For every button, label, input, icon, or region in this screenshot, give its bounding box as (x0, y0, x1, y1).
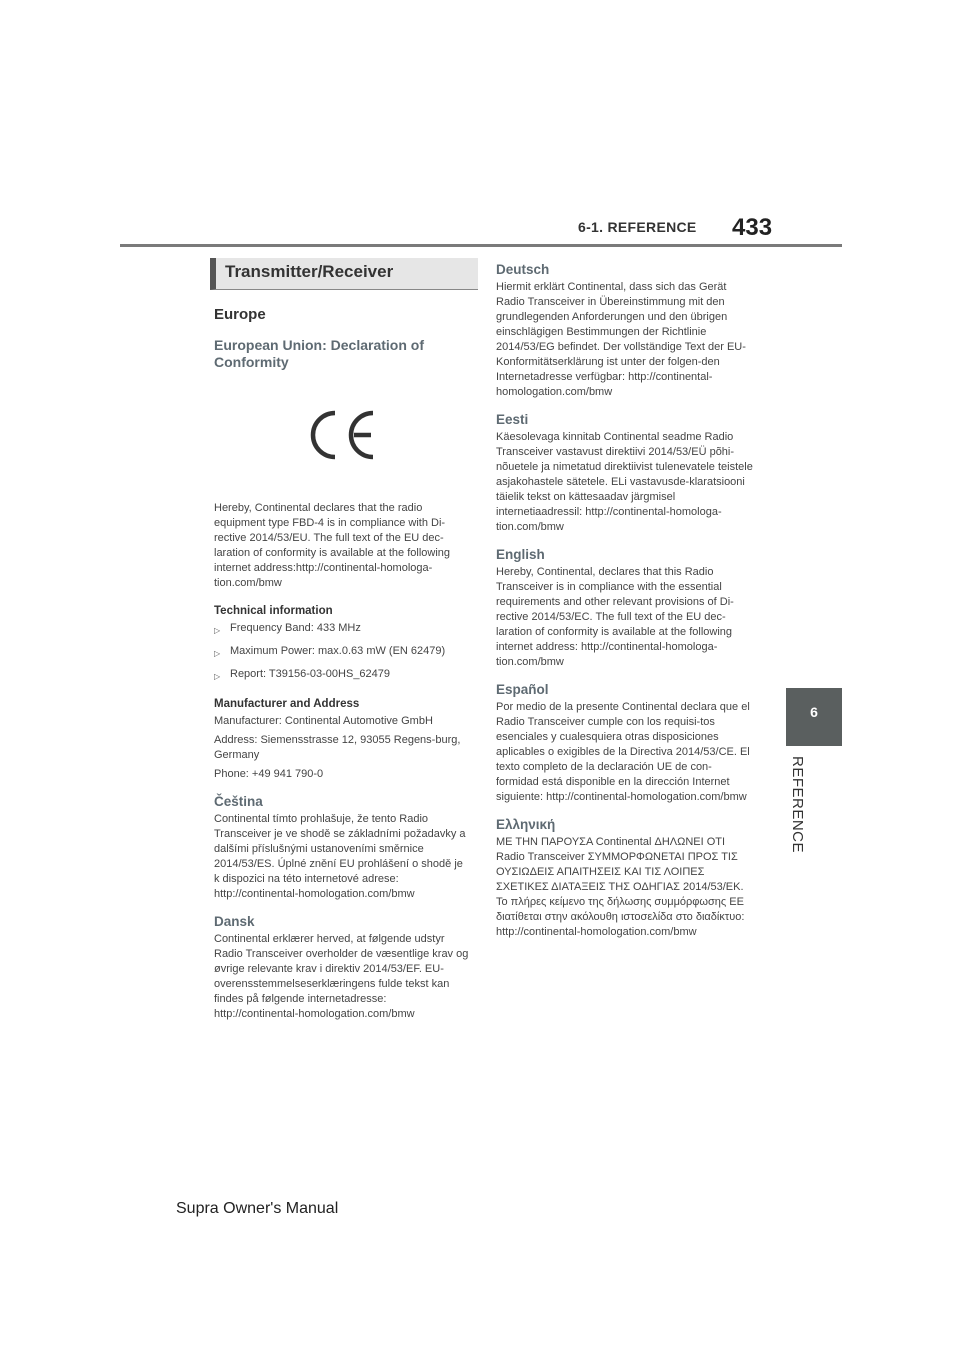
address-line: Address: Siemensstrasse 12, 93055 Regens-burg, Germany (214, 734, 461, 761)
language-text-da: Continental erklærer herved, at følgende udstyr Radio Transceiver overholder de væsentlige krav og øvrige relevante krav i direktiv 2014/53/EF. EU-overensstemmelseserklæringens fulde tekst kan findes på følgende internetadresse: http://continental-homologation.com/bmw (214, 933, 469, 1020)
chapter-tab-label: REFERENCE (789, 756, 806, 854)
triangle-bullet-icon: ▷ (214, 626, 221, 635)
section-title: Transmitter/Receiver (225, 262, 394, 281)
language-heading-et: Eesti (496, 412, 529, 427)
technical-info-list (214, 621, 470, 684)
technical-info-heading: Technical information (214, 605, 333, 617)
list-item: ▷ Frequency Band: 433 MHz (214, 621, 470, 638)
header-section-label: 6-1. REFERENCE (578, 219, 697, 235)
language-heading-cs: Čeština (214, 794, 263, 809)
chapter-tab[interactable] (786, 688, 842, 746)
page-number: 433 (732, 214, 773, 241)
language-heading-de: Deutsch (496, 262, 550, 277)
language-text-et: Käesolevaga kinnitab Continental seadme Radio Transceiver vastavust direktiivi 2014/53/EÜ põhi-nõuetele ja nimetatud direktiivist tulenevatele teistele asjakohastele sätetele. ELi vastavusde-klaratsiooni täielik tekst on kättesaadav järgmisel internetiaadressil: http://continental-homologa-tion.com/bmw (496, 431, 753, 533)
phone-line: Phone: +49 941 790-0 (214, 768, 324, 780)
language-text-es: Por medio de la presente Continental declara que el Radio Transceiver cumple con los requisi-tos esenciales y cualesquiera otras disposiciones aplicables o exigibles de la Directiva 2014/53/CE. El texto completo de la declaración UE de con-formidad está disponible en la dirección Internet siguiente: http://continental-homologation.com/bmw (496, 701, 750, 803)
section-title-box (210, 258, 478, 290)
header-rule (120, 244, 842, 247)
list-item: ▷ Report: T39156-03-00HS_62479 (214, 667, 470, 684)
language-heading-el: Ελληνική (496, 817, 556, 832)
language-text-cs: Continental tímto prohlašuje, že tento Radio Transceiver je ve shodě se základními požadavky a dalšími příslušnými ustanoveními směrnice 2014/53/ES. Úplné znění EU prohlášení o shodě je k dispozici na této internetové adrese: http://continental-homologation.com/bmw (214, 813, 466, 900)
right-column (496, 262, 754, 944)
language-heading-es: Español (496, 682, 549, 697)
language-heading-da: Dansk (214, 914, 255, 929)
ce-mark-container (214, 375, 470, 495)
triangle-bullet-icon: ▷ (214, 649, 221, 658)
manufacturer-heading: Manufacturer and Address (214, 698, 360, 710)
language-heading-en: English (496, 547, 545, 562)
ce-mark-icon (307, 410, 377, 460)
language-text-el: ΜΕ ΤΗΝ ΠΑΡΟΥΣΑ Continental ΔΗΛΩΝΕΙ ΟΤΙ Radio Transceiver ΣΥΜΜΟΡΦΩΝΕΤΑΙ ΠΡΟΣ ΤΙΣ ΟΥΣΙΩΔΕΙΣ ΑΠΑΙΤΗΣΕΙΣ ΚΑΙ ΤΙΣ ΛΟΙΠΕΣ ΣΧΕΤΙΚΕΣ ΔΙΑΤΑΞΕΙΣ ΤΗΣ ΟΔΗΓΙΑΣ 2014/53/ΕΚ. Το πλήρες κείμενο της δήλωσης συμμόρφωσης ΕΕ διατίθεται στην ακόλουθη ιστοσελίδα στο διαδίκτυο: http://continental-homologation.com/bmw (496, 836, 745, 938)
triangle-bullet-icon: ▷ (214, 672, 221, 681)
left-column (214, 258, 470, 1026)
language-text-de: Hiermit erklärt Continental, dass sich das Gerät Radio Transceiver in Übereinstimmung mit den grundlegenden Anforderungen und den übrigen einschlägigen Bestimmungen der Richtlinie 2014/53/EG befindet. Der vollständige Text der EU-Konformitätserklärung ist unter der folgen-den Internetadresse verfügbar: http://continental-homologation.com/bmw (496, 281, 746, 398)
footer-title: Supra Owner's Manual (176, 1200, 339, 1217)
language-text-en: Hereby, Continental, declares that this Radio Transceiver is in compliance with the essential requirements and other relevant provisions of Di-rective 2014/53/EC. The full text of the EU dec-laration of conformity is available at the following internet address: http://continental-homologa-tion.com/bmw (496, 566, 734, 668)
list-item: ▷ Maximum Power: max.0.63 mW (EN 62479) (214, 644, 470, 661)
chapter-tab-number: 6 (810, 704, 818, 720)
declaration-heading: European Union: Declaration of Conformity (214, 337, 425, 370)
region-heading: Europe (214, 306, 266, 323)
declaration-paragraph: Hereby, Continental declares that the radio equipment type FBD-4 is in compliance with Di-rective 2014/53/EU. The full text of the EU dec-laration of conformity is available at the following internet address:http://continental-homologa-tion.com/bmw (214, 502, 451, 589)
manufacturer-line: Manufacturer: Continental Automotive GmbH (214, 715, 433, 727)
